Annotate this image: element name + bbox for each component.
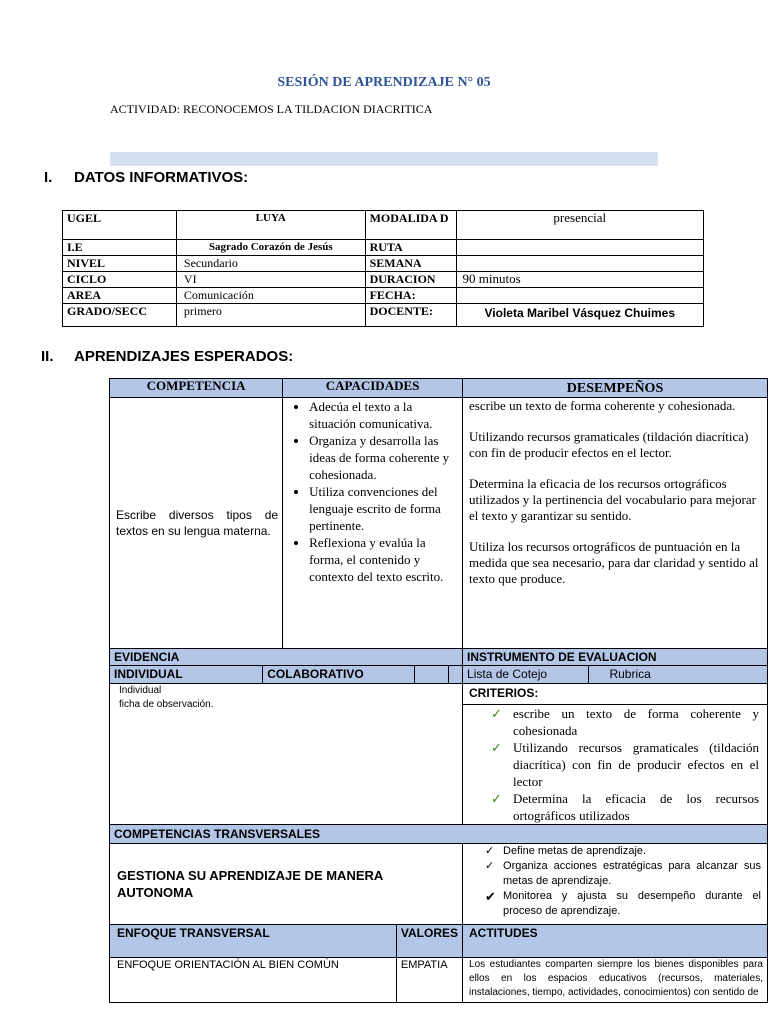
gestiona-item: Organiza acciones estratégicas para alcanzar sus metas de aprendizaje. [503, 860, 761, 887]
enfoque-header: ENFOQUE TRANSVERSAL [110, 925, 397, 958]
section-2-heading [41, 348, 293, 365]
table-row [110, 825, 768, 844]
activity-line: ACTIVIDAD: RECONOCEMOS LA TILDACION DIACRITICA [110, 102, 433, 116]
blank-cell [415, 666, 449, 684]
rubrica-label: Rubrica [589, 666, 768, 684]
evidencia-line: ficha de observación. [119, 699, 214, 710]
competencias-transversales-label: COMPETENCIAS TRANSVERSALES [110, 825, 768, 844]
semana-value [456, 256, 703, 272]
table-row [110, 379, 768, 398]
table-row [110, 958, 768, 1003]
check-icon: ✓ [491, 706, 502, 721]
gestiona-cell [463, 844, 768, 925]
capacidades-cell [283, 398, 463, 649]
nivel-label: NIVEL [63, 256, 177, 272]
grado-value: primero [176, 304, 365, 327]
table-row [110, 666, 768, 684]
list-item: • Adecúa el texto a la situación comunicativa. [309, 398, 458, 432]
list-item [485, 844, 761, 859]
table-row [110, 925, 768, 958]
individual-label: INDIVIDUAL [110, 666, 263, 684]
evidencia-line: Individual [119, 685, 162, 696]
table-row [110, 844, 768, 925]
ugel-label: UGEL [63, 211, 177, 240]
competencia-text: Escribe diversos tipos de textos en su lengua materna. [110, 398, 283, 649]
check-icon: ✔ [485, 889, 496, 904]
docente-value: Violeta Maribel Vásquez Chuimes [456, 304, 703, 327]
semana-label: SEMANA [365, 256, 456, 272]
aprendizajes-table [109, 378, 768, 1003]
criterio-text: Determina la eficacia de los recursos ortográficos utilizados [513, 791, 759, 823]
gestiona-item: Define metas de aprendizaje. [503, 845, 647, 857]
lista-cotejo-label: Lista de Cotejo [463, 666, 589, 684]
list-item: • Utiliza convenciones del lenguaje escrito de forma pertinente. [309, 483, 458, 534]
gestiona-item: Monitorea y ajusta su desempeño durante el proceso de aprendizaje. [503, 890, 761, 917]
list-item [491, 790, 759, 824]
ciclo-label: CICLO [63, 272, 177, 288]
valor-value: EMPATIA [396, 958, 462, 1003]
desempeno-item: Determina la eficacia de los recursos ortográficos utilizados y la pertinencia del vocabulario para mejorar el texto y garantizar su sentido. [469, 476, 756, 523]
desempeno-item: Utilizando recursos gramaticales (tildación diacrítica) con fin de producir efectos en el lector. [469, 429, 749, 460]
area-label: AREA [63, 288, 177, 304]
gestiona-text: GESTIONA SU APRENDIZAJE DE MANERA AUTONOMA [110, 844, 463, 925]
actitud-value: Los estudiantes comparten siempre los bienes disponibles para ellos en los espacios educativos (recursos, materiales, instalaciones, tiempo, actividades, conocimientos) con sentido de [463, 958, 768, 1003]
duracion-label: DURACION [365, 272, 456, 288]
area-value: Comunicación [176, 288, 365, 304]
desempeno-item: escribe un texto de forma coherente y cohesionada. [469, 398, 736, 413]
ie-label: I.E [63, 240, 177, 256]
evidencia-cell [110, 684, 463, 825]
ruta-value [456, 240, 703, 256]
grado-label: GRADO/SECC [63, 304, 177, 327]
ugel-value: LUYA [176, 211, 365, 240]
desempenos-cell [463, 398, 768, 649]
list-item [491, 705, 759, 739]
modalidad-label: MODALIDA D [365, 211, 456, 240]
header-desempenos: DESEMPEÑOS [463, 379, 768, 398]
table-row [110, 649, 768, 666]
table-row [63, 288, 704, 304]
desempeno-item: Utiliza los recursos ortográficos de puntuación en la medida que sea necesario, para dar claridad y sentido al texto que produce. [469, 539, 759, 586]
criterio-text: escribe un texto de forma coherente y cohesionada [513, 706, 759, 738]
section-1-title: DATOS INFORMATIVOS: [74, 169, 249, 186]
table-row [63, 211, 704, 240]
capacidades-list [287, 398, 458, 585]
header-competencia: COMPETENCIA [110, 379, 283, 398]
table-row [110, 398, 768, 649]
check-icon: ✓ [485, 845, 495, 857]
instrumento-label: INSTRUMENTO DE EVALUACION [463, 649, 768, 666]
check-icon: ✓ [491, 791, 502, 806]
table-row [63, 304, 704, 327]
list-item: • Organiza y desarrolla las ideas de forma coherente y cohesionada. [309, 432, 458, 483]
check-icon: ✓ [485, 860, 495, 872]
criterios-cell [463, 705, 768, 825]
table-row [63, 240, 704, 256]
table-row [63, 256, 704, 272]
section-2-title: APRENDIZAJES ESPERADOS: [74, 348, 294, 365]
duracion-value: 90 minutos [456, 272, 703, 288]
table-row [63, 272, 704, 288]
list-item [485, 889, 761, 919]
modalidad-value: presencial [456, 211, 703, 240]
ciclo-value: VI [176, 272, 365, 288]
criterio-text: Utilizando recursos gramaticales (tildación diacrítica) con fin de producir efectos en el lector [513, 740, 759, 789]
list-item [491, 739, 759, 790]
ruta-label: RUTA [365, 240, 456, 256]
gestiona-list [467, 844, 761, 919]
valores-header: VALORES [396, 925, 462, 958]
check-icon: ✓ [491, 740, 502, 755]
evidencia-label: EVIDENCIA [110, 649, 463, 666]
colaborativo-label: COLABORATIVO [263, 666, 415, 684]
docente-label: DOCENTE: [365, 304, 456, 327]
list-item: • Reflexiona y evalúa la forma, el contenido y contexto del texto escrito. [309, 534, 458, 585]
ie-value: Sagrado Corazón de Jesús [176, 240, 365, 256]
actitudes-header: ACTITUDES [463, 925, 768, 958]
list-item [485, 859, 761, 889]
header-capacidades: CAPACIDADES [283, 379, 463, 398]
enfoque-value: ENFOQUE ORIENTACIÓN AL BIEN COMÚN [110, 958, 397, 1003]
datos-table [62, 210, 704, 327]
fecha-value [456, 288, 703, 304]
session-title: SESIÓN DE APRENDIZAJE N° 05 [277, 75, 491, 90]
criterios-list [467, 705, 759, 824]
section-2-number: II. [41, 348, 54, 365]
blank-cell [449, 666, 463, 684]
nivel-value: Secundario [176, 256, 365, 272]
highlight-bar [110, 152, 658, 166]
section-1-heading [44, 169, 248, 186]
table-row [110, 684, 768, 705]
section-1-number: I. [44, 169, 53, 186]
criterios-label: CRITERIOS: [463, 684, 768, 705]
fecha-label: FECHA: [365, 288, 456, 304]
